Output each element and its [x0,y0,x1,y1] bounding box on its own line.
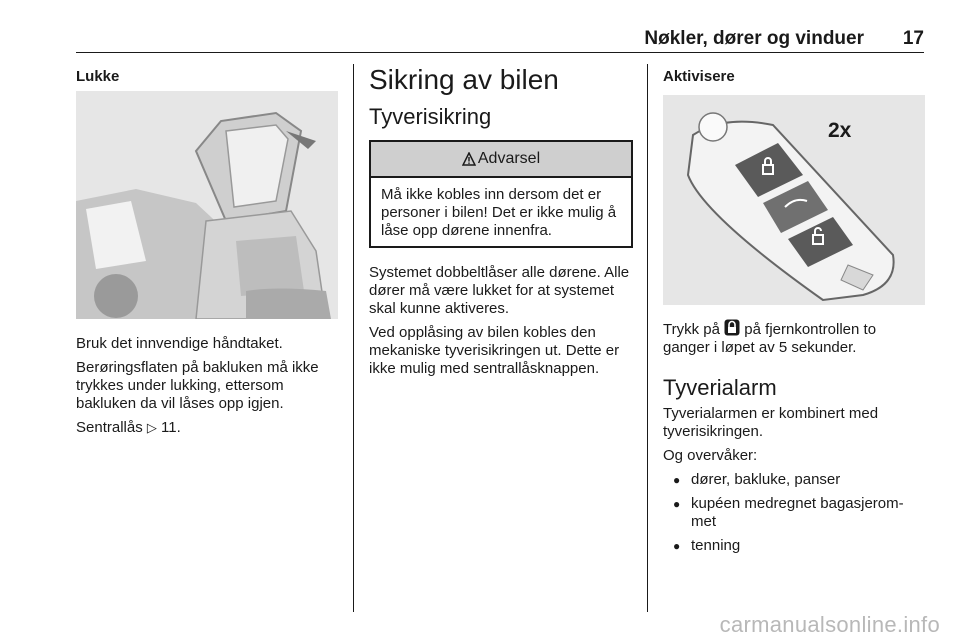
paragraph: Tyverialarmen er kombinert med tyverisikringen. [663,405,879,440]
section-title-alarm: Tyverialarm [663,375,777,400]
column-left [76,64,338,443]
warning-text: Må ikke kobles inn dersom det er personer i bilen! Det er ikke mulig å låse opp dørene innenfra. [381,186,617,239]
watermark: carmanualsonline.info [719,612,940,637]
paragraph: Og overvåker: [663,447,758,464]
press-count-label: 2x [828,119,852,142]
warning-box [369,140,633,248]
list-item: ● kupéen medregnet bagasjerom-met [663,495,925,531]
paragraph: Trykk på på fjernkontrollen to ganger i løpet av 5 sekunder. [663,321,877,356]
section-heading-lukke: Lukke [76,68,120,85]
warning-body [371,178,631,246]
tailgate-illustration [76,91,338,319]
page-reference-arrow-icon: ▷ [146,420,157,435]
section-subtitle: Tyverisikring [369,104,492,129]
warning-header [371,142,631,178]
key-fob-illustration [663,95,925,305]
warning-title: Advarsel [477,150,541,167]
warning-triangle-icon [462,152,476,166]
page-header [76,28,924,53]
key-fob-drawing [663,95,925,305]
column-divider [647,64,648,612]
paragraph: Bruk det innvendige håndtaket. [76,335,283,352]
lock-icon [724,319,740,336]
list-item: ● dører, bakluke, panser [663,471,925,489]
reference-text: Sentrallås [76,419,143,436]
chapter-title: Nøkler, dører og vinduer [644,28,864,49]
column-divider [353,64,354,612]
paragraph [76,419,338,437]
paragraph: Berøringsflaten på bakluken må ikke trykkes under lukking, ettersom bakluken da vil låses opp igjen. [76,359,319,412]
monitoring-list [663,471,925,555]
list-item: ● tenning [663,537,925,555]
column-right [663,64,925,561]
page-number: 17 [902,28,924,49]
paragraph: Systemet dobbeltlåser alle dørene. Alle dører må være lukket for at systemet skal kunne aktiveres. [369,264,630,317]
section-heading-aktivisere: Aktivisere [663,68,735,85]
page-reference-link[interactable]: 11. [161,419,181,436]
column-middle [369,64,633,384]
paragraph: Ved opplåsing av bilen kobles den mekaniske tyverisikringen ut. Dette er ikke mulig med sentrallåsknappen. [369,324,620,377]
section-title: Sikring av bilen [369,64,559,95]
